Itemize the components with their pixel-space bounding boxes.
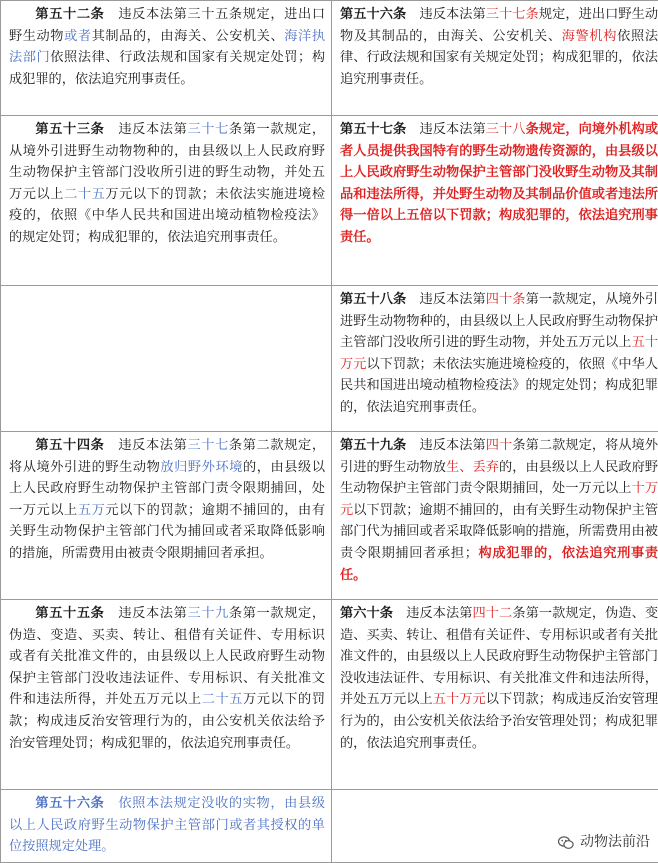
article-text: 放归野外环境 xyxy=(160,460,243,475)
article-text: 其制品的，由海关、公安机关、 xyxy=(92,29,285,44)
article-text: 海警机构 xyxy=(562,29,617,44)
article-text: 三十七 xyxy=(187,122,228,137)
article-text: 以下罚款；构成违反治安管理行为的，由公安机关依法给予治安管理处罚；构成犯罪的，依法追究刑事责任。 xyxy=(340,692,658,750)
article-number: 第五十八条 xyxy=(340,292,406,307)
article-text: 四十二 xyxy=(473,606,513,621)
article-text: 违反本法第 xyxy=(105,122,188,137)
new-article-58 xyxy=(332,286,658,432)
table-row xyxy=(1,790,658,863)
article-text: 条第一款规定，从境外引进野生动物物种的，由县级以上人民政府野生动物保护主管部门没收所引进的野生动物，并处五万元以上 xyxy=(9,122,325,202)
new-article-57 xyxy=(332,116,658,286)
article-text: 构成犯罪的，依法追究刑事责任。 xyxy=(340,546,658,583)
table-row xyxy=(1,600,658,790)
article-text: 三十九 xyxy=(187,606,228,621)
old-article-55 xyxy=(1,600,332,790)
article-number: 第五十六条 xyxy=(35,796,104,811)
article-text: 条第一款规定，伪造、变造、买卖、转让、租借有关证件、专用标识或者有关批准文件的，由县级以上人民政府野生动物保护主管部门没收违法证件、专用标识、有关批准文件和违法所得，并处五万元以上 xyxy=(9,606,325,707)
article-number: 第五十四条 xyxy=(35,438,104,453)
article-number: 第六十条 xyxy=(340,606,393,621)
article-text: 三十七条 xyxy=(486,7,539,22)
article-number: 第五十五条 xyxy=(35,606,104,621)
old-article-54 xyxy=(1,432,332,600)
article-text: 以下罚款；未依法实施进境检疫的，依照《中华人民共和国进出境动植物检疫法》的规定处罚；构成犯罪的，依法追究刑事责任。 xyxy=(340,357,658,415)
table-row xyxy=(1,1,658,116)
article-text: 违反本法第 xyxy=(406,438,486,453)
article-text: 的，由县级以上人民政府野生动物保护主管部门责令限期捕回，处一万元以上 xyxy=(340,460,658,497)
comparison-table-body xyxy=(1,1,658,863)
article-text: 三十七 xyxy=(187,438,228,453)
old-article-53 xyxy=(1,116,332,286)
article-text: 条第二款规定，将从境外引进的野生动物 xyxy=(9,438,325,475)
watermark-text: 动物法前沿 xyxy=(580,832,650,854)
article-text: 二十五 xyxy=(64,187,105,202)
article-text: 违反本法第 xyxy=(105,606,188,621)
article-number: 第五十六条 xyxy=(340,7,406,22)
article-text: 万元以下的罚款；构成违反治安管理行为的，由公安机关依法给予治安管理处罚；构成犯罪的，依法追究刑事责任。 xyxy=(9,692,325,750)
article-text: 三十八 xyxy=(486,122,526,137)
old-article-empty xyxy=(1,286,332,432)
article-text: 违反本法第 xyxy=(393,606,473,621)
article-text: 或者 xyxy=(64,29,92,44)
article-number: 第五十七条 xyxy=(340,122,406,137)
new-article-60 xyxy=(332,600,658,790)
article-text: 生、丢弃 xyxy=(446,460,499,475)
article-text: 以下罚款；逾期不捕回的，由有关野生动物保护主管部门代为捕回或者采取降低影响的措施，所需费用由被责令限期捕回者承担； xyxy=(340,503,658,561)
article-text: 二十五 xyxy=(202,692,243,707)
article-text: 五十万元 xyxy=(433,692,486,707)
article-text: 违反本法第 xyxy=(406,292,486,307)
new-article-empty xyxy=(332,790,658,863)
article-text: 海洋执法部门 xyxy=(9,29,325,66)
article-text: 万元以下的罚款；未依法实施进境检疫的，依照《中华人民共和国进出境动植物检疫法》的规定处罚；构成犯罪的，依法追究刑事责任。 xyxy=(9,187,325,245)
article-text: 条第一款规定，伪造、变造、买卖、转让、租借有关证件、专用标识或者有关批准文件的，由县级以上人民政府野生动物保护主管部门没收违法证件、专用标识、有关批准文件和违法所得，并处五万元以上 xyxy=(340,606,658,707)
article-text: 元以下的罚款；逾期不捕回的，由有关野生动物保护主管部门代为捕回或者采取降低影响的措施，所需费用由被责令限期捕回者承担。 xyxy=(9,503,325,561)
article-text: 违反本法第 xyxy=(406,122,486,137)
old-article-52 xyxy=(1,1,332,116)
article-text: 五十万元 xyxy=(340,335,658,372)
article-text: 五万 xyxy=(78,503,106,518)
article-text: 十万元 xyxy=(340,481,658,518)
article-text: 违反本法第 xyxy=(105,438,188,453)
article-text: 条第二款规定，将从境外引进的野生动物放 xyxy=(340,438,658,475)
article-text: 违反本法第三十五条规定，进出口野生动物 xyxy=(9,7,325,44)
article-text: 规定，进出口野生动物及其制品的，由海关、公安机关、 xyxy=(340,7,658,44)
article-text: 依照本法规定没收的实物，由县级以上人民政府野生动物保护主管部门或者其授权的单位按照规定处理。 xyxy=(9,796,325,854)
article-text: 四十条 xyxy=(486,292,526,307)
table-row xyxy=(1,286,658,432)
old-article-56 xyxy=(1,790,332,863)
table-row xyxy=(1,432,658,600)
article-text: 四十 xyxy=(486,438,513,453)
article-text: 第一款规定，从境外引进野生动物物种的，由县级以上人民政府野生动物保护主管部门没收所引进的野生动物，并处五万元以上 xyxy=(340,292,658,350)
table-row xyxy=(1,116,658,286)
article-number: 第五十九条 xyxy=(340,438,406,453)
article-text: 依照法律、行政法规和国家有关规定处罚；构成犯罪的，依法追究刑事责任。 xyxy=(9,50,325,87)
new-article-56 xyxy=(332,1,658,116)
article-text: 违反本法第 xyxy=(406,7,486,22)
article-number: 第五十三条 xyxy=(35,122,104,137)
article-text: 条规定，向境外机构或者人员提供我国特有的野生动物遗传资源的，由县级以上人民政府野生动物保护主管部门没收野生动物及其制品和违法所得，并处野生动物及其制品价值或者违法所得一倍以上五倍以下罚款；构成犯罪的，依法追究刑事责任。 xyxy=(340,122,658,245)
wechat-icon xyxy=(558,836,574,850)
article-text: 依照法律、行政法规和国家有关规定处罚；构成犯罪的，依法追究刑事责任。 xyxy=(340,29,658,87)
watermark xyxy=(558,832,650,854)
article-number: 第五十二条 xyxy=(35,7,104,22)
article-text: 的，由县级以上人民政府野生动物保护主管部门责令限期捕回，处一万元以上 xyxy=(9,460,325,518)
new-article-59 xyxy=(332,432,658,600)
